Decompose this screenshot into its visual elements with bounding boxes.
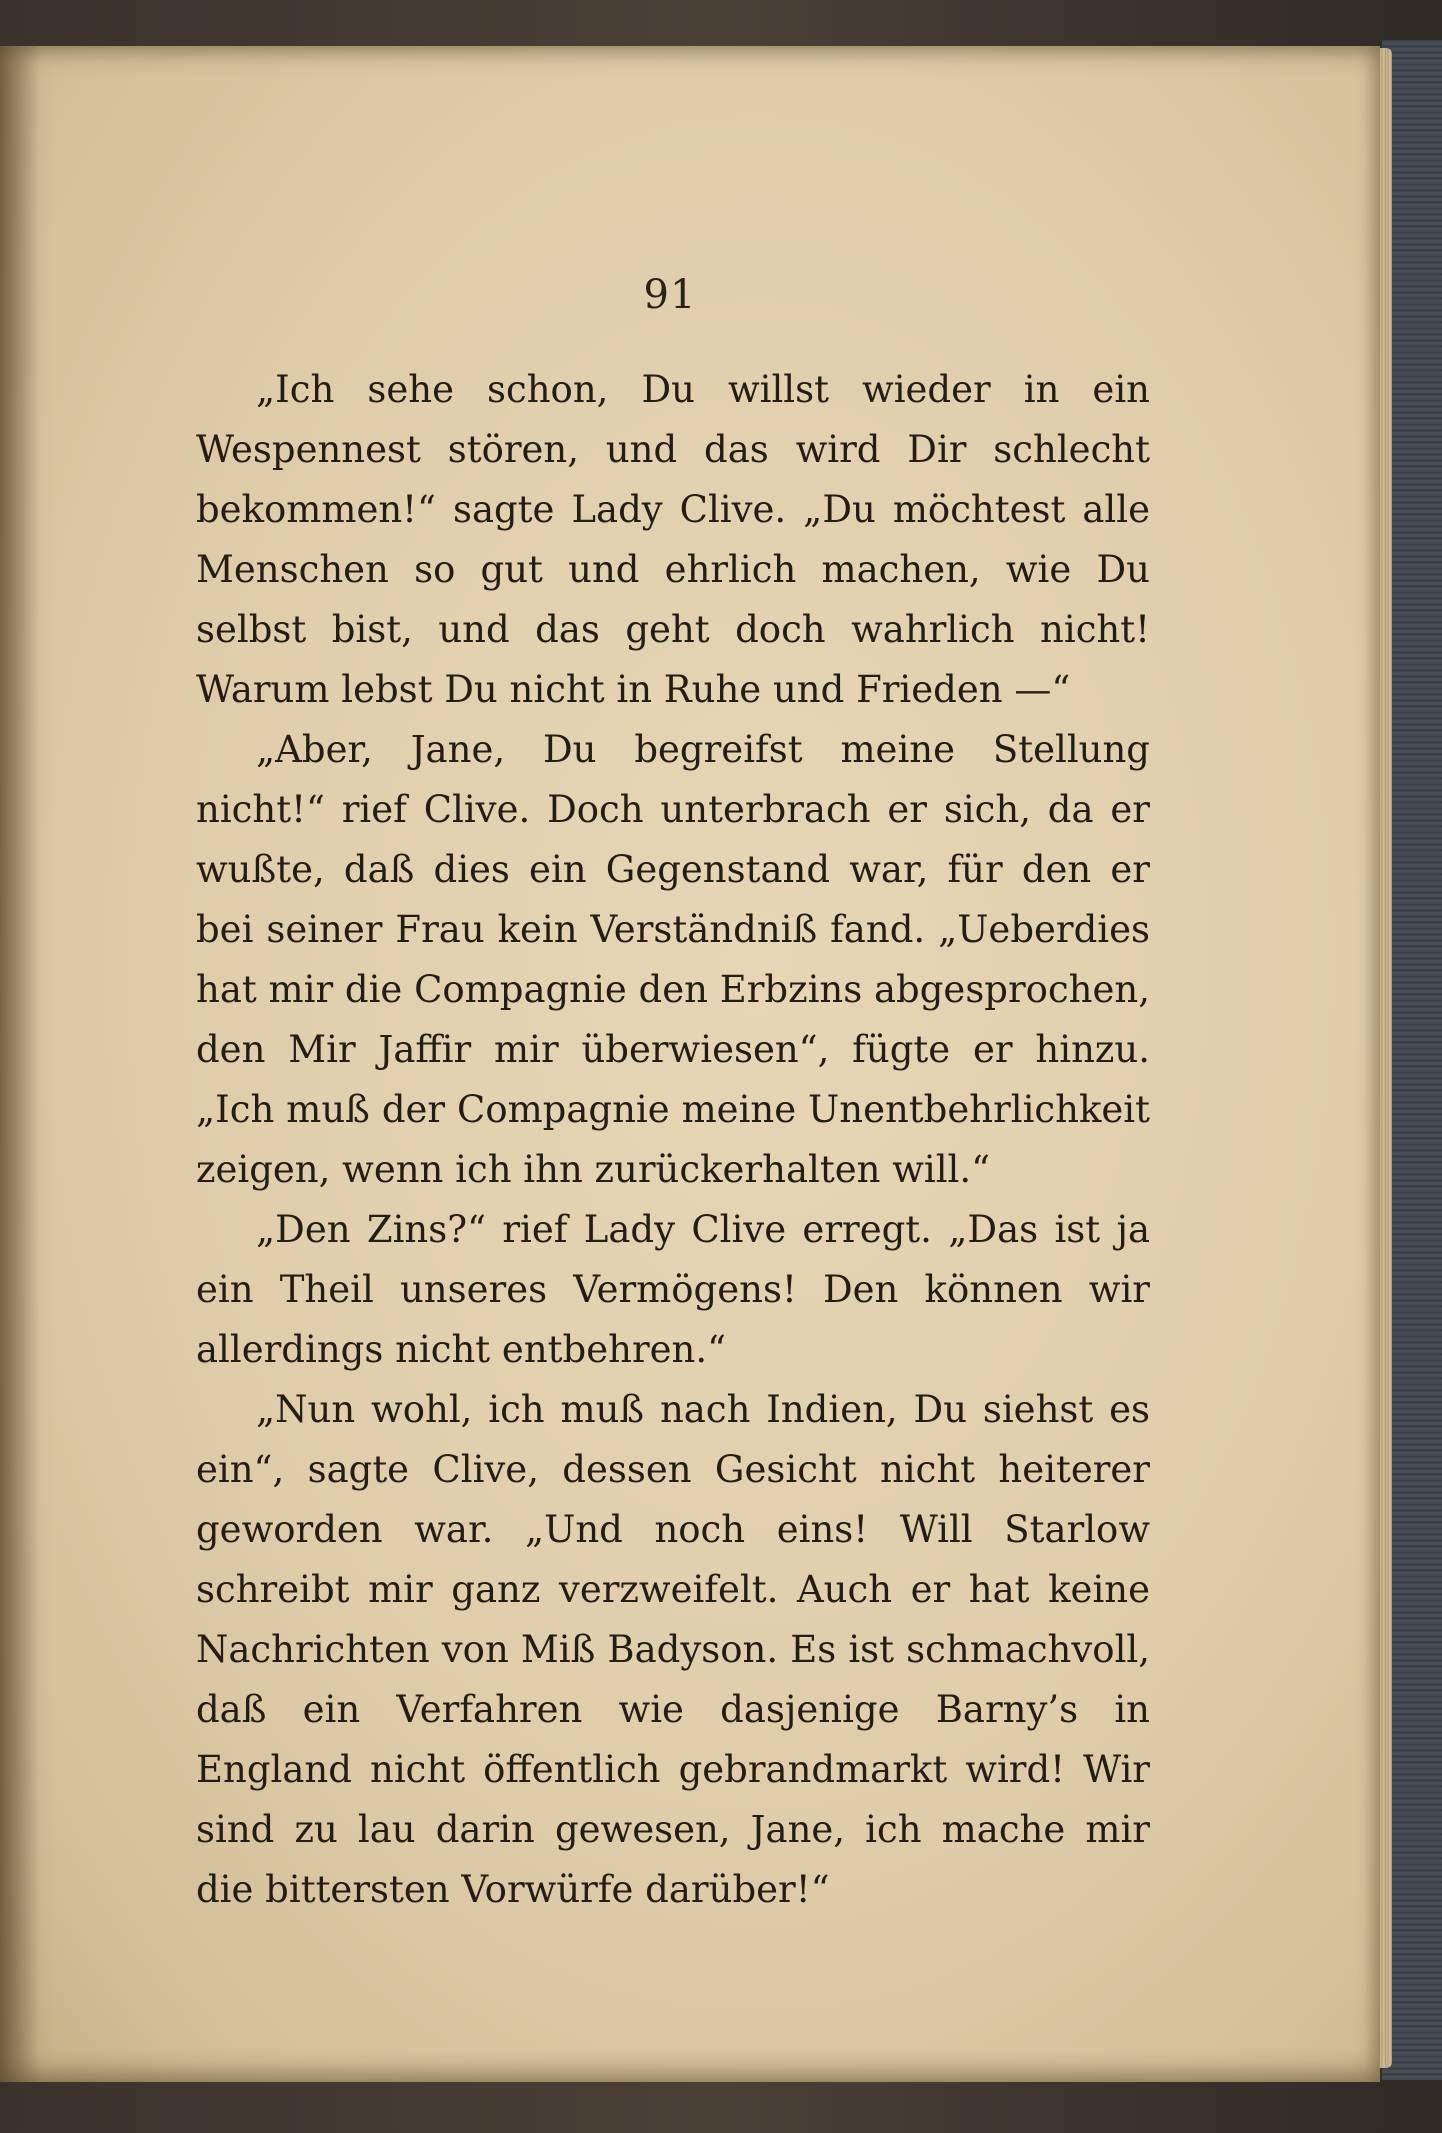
paragraph-2: „Aber, Jane, Du begreifst meine Stellung nicht!“ rief Clive. Doch unterbrach er sich, da er wußte, daß dies ein Gegenstand war, für den er bei seiner Frau kein Verständniß fand. „Ueberdies hat mir die Compagnie den Erbzins abgesprochen, den Mir Jaffir mir überwiesen“, fügte er hinzu. „Ich muß der Compagnie meine Unentbehrlichkeit zeigen, wenn ich ihn zurückerhalten will.“ [196, 728, 1150, 1191]
paragraph-3: „Den Zins?“ rief Lady Clive erregt. „Das ist ja ein Theil unseres Vermögens! Den können wir allerdings nicht entbehren.“ [196, 1208, 1150, 1371]
page-number: 91 [643, 272, 697, 318]
paragraph-4: „Nun wohl, ich muß nach Indien, Du siehst es ein“, sagte Clive, dessen Gesicht nicht heiterer geworden war. „Und noch eins! Will Starlow schreibt mir ganz verzweifelt. Auch er hat keine Nachrichten von Miß Badyson. Es ist schmachvoll, daß ein Verfahren wie dasjenige Barny’s in England nicht öffentlich gebrandmarkt wird! Wir sind zu lau darin gewesen, Jane, ich mache mir die bittersten Vorwürfe darüber!“ [196, 1388, 1150, 1911]
body-text [196, 360, 1150, 1920]
page-gutter [0, 46, 40, 2082]
paragraph-1: „Ich sehe schon, Du willst wieder in ein Wespennest stören, und das wird Dir schlecht bekommen!“ sagte Lady Clive. „Du möchtest alle Menschen so gut und ehrlich machen, wie Du selbst bist, und das geht doch wahrlich nicht! Warum lebst Du nicht in Ruhe und Frieden —“ [196, 368, 1150, 711]
